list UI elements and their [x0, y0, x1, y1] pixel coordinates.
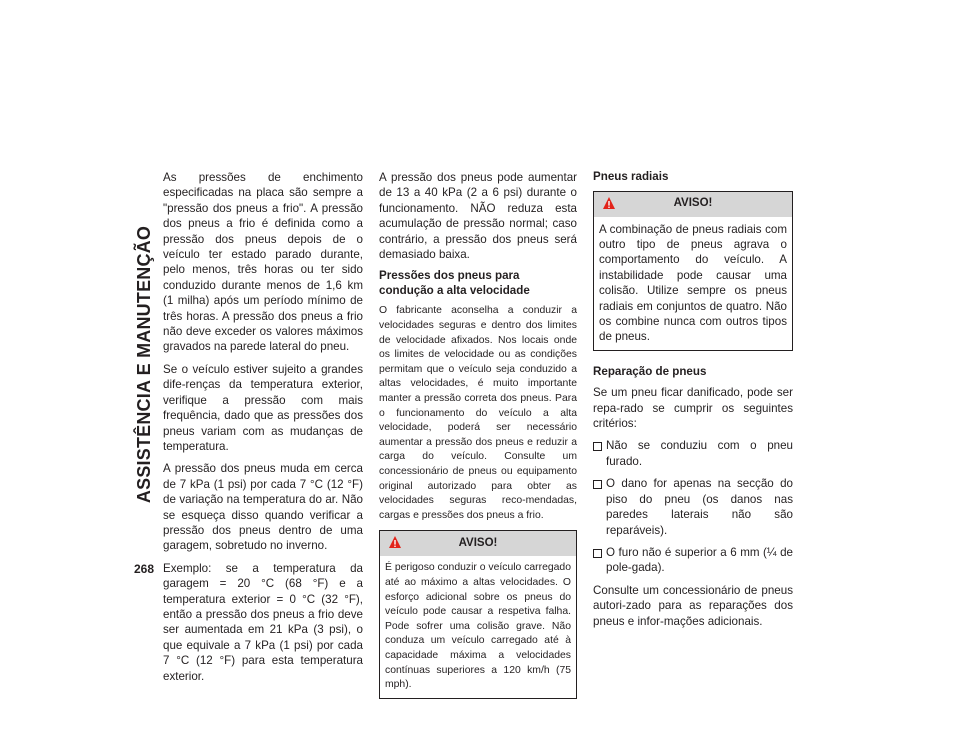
list-item-text: O furo não é superior a 6 mm (¼ de pole-gada).: [606, 545, 793, 575]
list-item: [593, 545, 793, 576]
warning-title: AVISO!: [673, 197, 713, 210]
warning-header: [594, 192, 792, 217]
list-item: [593, 476, 793, 538]
paragraph: A pressão dos pneus pode aumentar de 13 a 40 kPa (2 a 6 psi) durante o funcionamento. NÃO reduza esta acumulação de pressão normal; caso contrário, a pressão dos pneus será demasiado baixa.: [379, 171, 577, 262]
warning-title: AVISO!: [458, 537, 498, 550]
section-heading: Pneus radiais: [593, 170, 669, 183]
checkbox-bullet-icon: [593, 549, 602, 558]
paragraph: A pressão dos pneus muda em cerca de 7 kPa (1 psi) por cada 7 °C (12 °F) de variação na temperatura do ar. Não se esqueça disso quando verificar a pressão dos pneus dentro de uma garagem, sobretudo no inverno.: [163, 462, 363, 553]
list-item-text: O dano for apenas na secção do piso do pneu (os danos nas paredes laterais não são reparáveis).: [606, 477, 793, 537]
section-heading: Pressões dos pneus para condução a alta velocidade: [379, 269, 530, 297]
warning-text: A combinação de pneus radiais com outro tipo de pneus agrava o comportamento do veículo. A instabilidade pode causar uma colisão. Utilize sempre os pneus radiais em conjuntos de quatro. Não os combine nunca com outros tipos de pneus.: [599, 222, 787, 344]
checkbox-bullet-icon: [593, 480, 602, 489]
column-2: [379, 170, 577, 713]
page-number: 268: [134, 562, 155, 576]
warning-triangle-icon: [602, 196, 616, 210]
section-title-text: ASSISTÊNCIA E MANUTENÇÃO: [134, 225, 155, 503]
column-1: [163, 170, 363, 691]
list-item-text: Não se conduziu com o pneu furado.: [606, 439, 793, 468]
section-title: [133, 168, 157, 560]
paragraph: As pressões de enchimento especificadas na placa são sempre a "pressão dos pneus a frio". A pressão dos pneus a frio é definida como a pressão dos pneus depois de o veículo ter estado parado durante, pelo menos, três horas ou ter sido conduzido durante menos de 1,6 km (1 milha) após um período mínimo de três horas. A pressão dos pneus a frio não deve exceder os valores máximos gravados na parede lateral do pneu.: [163, 171, 363, 354]
paragraph: Se o veículo estiver sujeito a grandes dife-renças da temperatura exterior, verifique a pressão com mais frequência, dado que as pressões dos pneus variam com as mudanças de temperatura.: [163, 362, 363, 453]
column-3: [593, 170, 793, 636]
warning-text: É perigoso conduzir o veículo carregado até ao máximo a altas velocidades. O esforço adicional sobre os pneus do veículo pode causar a respetiva falha. Pode sofrer uma colisão grave. Não conduza um veículo carregado até à capacidade máxima a velocidades contínuas superiores a 120 km/h (75 mph).: [385, 562, 571, 691]
paragraph: Consulte um concessionário de pneus autori-zado para as reparações dos pneus e infor-mações adicionais.: [593, 583, 793, 628]
warning-triangle-icon: [388, 535, 402, 549]
warning-box: [593, 191, 793, 351]
section-heading: Reparação de pneus: [593, 364, 707, 378]
warning-box: [379, 530, 577, 698]
warning-header: [380, 531, 576, 556]
paragraph: Exemplo: se a temperatura da garagem = 20 °C (68 °F) e a temperatura exterior = 0 °C (32 °F), então a pressão dos pneus a frio deve ser aumentada em 21 kPa (3 psi), o que equivale a 7 kPa (1 psi) por cada 7 °C (12 °F) para esta temperatura exterior.: [163, 561, 363, 683]
checkbox-bullet-icon: [593, 442, 602, 451]
list-item: [593, 438, 793, 469]
paragraph: O fabricante aconselha a conduzir a velocidades seguras e dentro dos limites de velocidade afixados. Nos locais onde os limites de velocidade ou as condições permitam que o veículo seja conduzido a altas velocidades, é muito importante manter a pressão correta dos pneus. Para o funcionamento do veículo a alta velocidade, poderá ser necessário aumentar a pressão dos pneus e reduzir a carga do veículo. Consulte um concessionário de pneus ou equipamento original autorizado para obter as velocidades seguras reco-mendadas, cargas e pressões dos pneus a frio.: [379, 305, 577, 521]
paragraph: Se um pneu ficar danificado, pode ser repa-rado se cumprir os seguintes critérios:: [593, 386, 793, 431]
